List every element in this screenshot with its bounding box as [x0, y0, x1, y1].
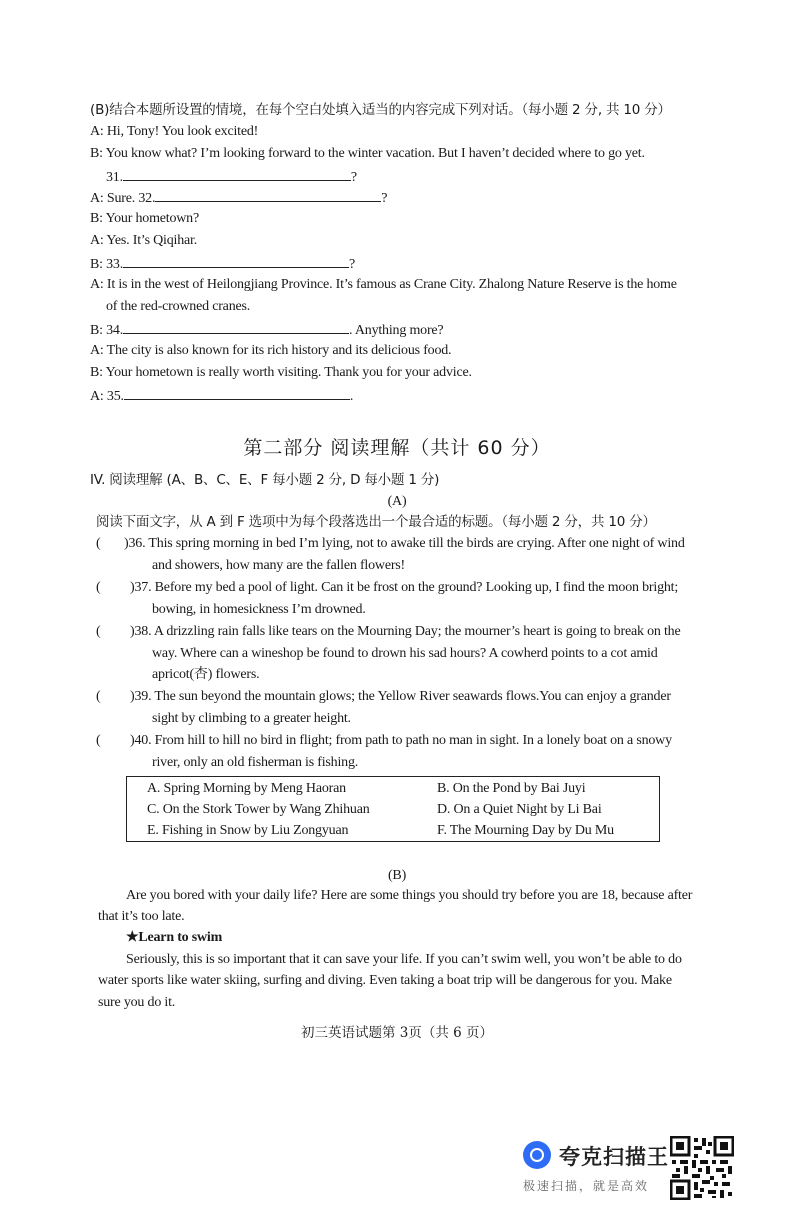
option-a: A. Spring Morning by Meng Haoran [147, 781, 346, 796]
question-36-text: )36. This spring morning in bed I’m lying, not to awake till the birds are crying. After one night of wind [124, 536, 685, 551]
option-d: D. On a Quiet Night by Li Bai [437, 802, 602, 817]
option-c: C. On the Stork Tower by Wang Zhihuan [147, 802, 370, 817]
option-e: E. Fishing in Snow by Liu Zongyuan [147, 823, 349, 838]
options-box [126, 776, 660, 842]
dialog-your-hometown: B: Your hometown? [90, 211, 199, 226]
answer-blank-31[interactable] [123, 166, 351, 181]
option-f: F. The Mourning Day by Du Mu [437, 823, 614, 838]
dialog-line-5: A: The city is also known for its rich history and its delicious food. [90, 343, 452, 358]
question-32: A: Sure. 32. ? [90, 187, 387, 209]
intro-b-line-1: Are you bored with your daily life? Here are some things you should try before you are 18, because after [126, 888, 693, 903]
qr-code-icon [670, 1136, 734, 1200]
page-footer: 初三英语试题第 3页（共 6 页） [300, 1025, 494, 1041]
question-31: 31. ? [106, 166, 357, 188]
part2-heading: 第二部分 阅读理解（共计 60 分） [243, 437, 551, 459]
dialog-line-4-cont: of the red-crowned cranes. [106, 299, 251, 314]
question-38: ( [96, 624, 101, 639]
question-39-text: )39. The sun beyond the mountain glows; the Yellow River seawards flows.You can enjoy a grander [130, 689, 671, 704]
sub-heading-b: (B) [387, 868, 407, 883]
question-36-cont: and showers, how many are the fallen flowers! [152, 558, 406, 573]
question-35: A: 35. . [90, 385, 353, 407]
question-37-cont: bowing, in homesickness I’m drowned. [152, 602, 366, 617]
section-iv-heading: IV. 阅读理解 (A、B、C、E、F 每小题 2 分, D 每小题 1 分) [90, 472, 440, 488]
dialog-line-3: A: Yes. It’s Qiqihar. [90, 233, 198, 248]
answer-blank-33[interactable] [123, 253, 349, 268]
answer-blank-34[interactable] [123, 319, 349, 334]
question-40-text: )40. From hill to hill no bird in flight; from path to path no man in sight. In a lonely boat on a snowy [130, 733, 672, 748]
question-38-cont2: apricot(杏) flowers. [152, 667, 260, 682]
question-39-cont: sight by climbing to a greater height. [152, 711, 351, 726]
question-37: ( [96, 580, 101, 595]
dialog-line-1: A: Hi, Tony! You look excited! [90, 124, 259, 139]
scanner-brand: 夸克扫描王 [559, 1145, 669, 1169]
quark-logo-icon [523, 1141, 551, 1169]
paragraph-line-3: sure you do it. [98, 995, 176, 1010]
dialog-line-2: B: You know what? I’m looking forward to the winter vacation. But I haven’t decided where to go yet. [90, 146, 645, 161]
answer-blank-32[interactable] [155, 187, 381, 202]
instruction-a: 阅读下面文字，从 A 到 F 选项中为每个段落选出一个最合适的标题。（每小题 2 分，共 10 分） [96, 514, 656, 530]
question-37-text: )37. Before my bed a pool of light. Can it be frost on the ground? Looking up, I find the moon bright; [130, 580, 679, 595]
question-38-text: )38. A drizzling rain falls like tears on the Mourning Day; the mourner’s heart is going to break on the [130, 624, 681, 639]
question-36: ( [96, 536, 101, 551]
intro-b-line-2: that it’s too late. [98, 909, 185, 924]
section-b-instruction: (B)结合本题所设置的情境，在每个空白处填入适当的内容完成下列对话。（每小题 2 分, 共 10 分） [90, 102, 671, 118]
question-39: ( [96, 689, 101, 704]
learn-to-swim-heading: ★Learn to swim [126, 930, 223, 945]
option-b: B. On the Pond by Bai Juyi [437, 781, 586, 796]
question-34: B: 34. . Anything more? [90, 319, 443, 341]
question-38-cont: way. Where can a wineshop be found to drown his sad hours? A cowherd points to a cot amid [152, 646, 658, 661]
question-33: B: 33. ? [90, 253, 355, 275]
dialog-line-6: B: Your hometown is really worth visiting. Thank you for your advice. [90, 365, 472, 380]
question-40: ( [96, 733, 101, 748]
paragraph-line-1: Seriously, this is so important that it can save your life. If you can’t swim well, you won’t be able to do [126, 952, 682, 967]
question-40-cont: river, only an old fisherman is fishing. [152, 755, 359, 770]
paragraph-line-2: water sports like water skiing, surfing and diving. Even taking a boat trip will be dangerous for you. Make [98, 973, 672, 988]
answer-blank-35[interactable] [124, 385, 350, 400]
sub-heading-a: (A) [387, 494, 407, 509]
dialog-line-4: A: It is in the west of Heilongjiang Province. It’s famous as Crane City. Zhalong Nature Reserve is the home [90, 277, 677, 292]
scanner-slogan: 极速扫描，就是高效 [523, 1179, 650, 1193]
